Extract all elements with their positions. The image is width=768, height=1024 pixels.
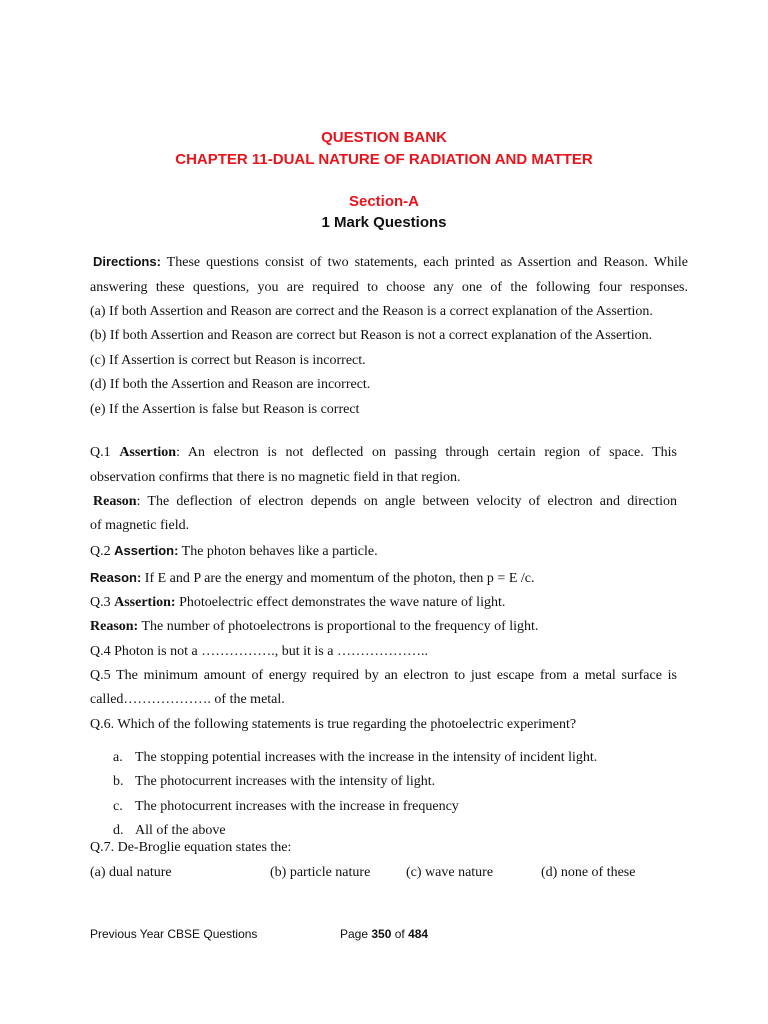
q6-option-a-text: The stopping potential increases with the increase in the intensity of incident light. xyxy=(135,750,598,765)
q7-option-c: (c) wave nature xyxy=(406,865,494,880)
q3-reason: Reason: The number of photoelectrons is proportional to the frequency of light. xyxy=(90,619,539,634)
directions-label: Directions: xyxy=(93,254,161,269)
q1-assertion-line-2: observation confirms that there is no magnetic field in that region. xyxy=(90,470,461,485)
q7-option-b: (b) particle nature xyxy=(270,865,371,880)
q3-assertion: Q.3 Assertion: Photoelectric effect demonstrates the wave nature of light. xyxy=(90,595,506,610)
q1-reason-line-1: Reason: The deflection of electron depends on angle between velocity of electron and direction xyxy=(93,494,677,509)
directions-option-b: (b) If both Assertion and Reason are correct but Reason is not a correct explanation of the Assertion. xyxy=(90,328,653,343)
q1-assertion-label: Assertion xyxy=(119,445,177,460)
q1-reason-label: Reason xyxy=(93,494,137,509)
q3-reason-label: Reason: xyxy=(90,619,139,634)
q7-option-a: (a) dual nature xyxy=(90,865,172,880)
q1-assertion-line-1: Q.1 Assertion: An electron is not deflected on passing through certain region of space. This xyxy=(90,445,678,460)
q2-reason-label: Reason: xyxy=(90,570,142,585)
footer-page-total: 484 xyxy=(408,927,429,941)
q6-option-a-letter: a. xyxy=(113,750,123,765)
q6-text: Q.6. Which of the following statements is true regarding the photoelectric experiment? xyxy=(90,717,577,732)
q2-assertion: Q.2 Assertion: The photon behaves like a particle. xyxy=(90,543,378,559)
directions-option-e: (e) If the Assertion is false but Reason is correct xyxy=(90,402,360,417)
q3-assertion-label: Assertion: xyxy=(114,595,176,610)
directions-option-a: (a) If both Assertion and Reason are correct and the Reason is a correct explanation of the Assertion. xyxy=(90,304,653,319)
q1-reason-line-2: of magnetic field. xyxy=(90,518,190,533)
chapter-title: CHAPTER 11-DUAL NATURE OF RADIATION AND MATTER xyxy=(175,151,593,168)
q6-option-c-text: The photocurrent increases with the increase in frequency xyxy=(135,799,459,814)
footer-page-current: 350 xyxy=(371,927,392,941)
directions-line-1: Directions: These questions consist of two statements, each printed as Assertion and Reason. While xyxy=(93,254,688,270)
directions-line-2: answering these questions, you are required to choose any one of the following four responses. xyxy=(90,280,688,295)
q4-text: Q.4 Photon is not a ……………., but it is a ……………….. xyxy=(90,644,428,659)
q2-assertion-label: Assertion: xyxy=(114,543,179,558)
q7-option-d: (d) none of these xyxy=(541,865,636,880)
q6-option-d-text: All of the above xyxy=(135,823,226,838)
footer-page-number: Page 350 of 484 xyxy=(340,927,429,941)
q6-option-c-letter: c. xyxy=(113,799,123,814)
section-title: Section-A xyxy=(348,193,419,210)
q6-option-d-letter: d. xyxy=(113,823,124,838)
q6-option-b-letter: b. xyxy=(113,774,124,789)
question-bank-title: QUESTION BANK xyxy=(321,129,447,146)
q2-reason: Reason: If E and P are the energy and momentum of the photon, then p = E /c. xyxy=(90,570,535,586)
q7-text: Q.7. De-Broglie equation states the: xyxy=(90,840,292,855)
directions-option-d: (d) If both the Assertion and Reason are incorrect. xyxy=(90,377,371,392)
directions-option-c: (c) If Assertion is correct but Reason is incorrect. xyxy=(90,353,366,368)
q6-option-b-text: The photocurrent increases with the intensity of light. xyxy=(135,774,436,789)
footer-source: Previous Year CBSE Questions xyxy=(90,927,258,941)
q5-line-2: called………………. of the metal. xyxy=(90,692,285,707)
subsection-title: 1 Mark Questions xyxy=(321,214,447,231)
q5-line-1: Q.5 The minimum amount of energy required by an electron to just escape from a metal surface is xyxy=(90,668,677,683)
